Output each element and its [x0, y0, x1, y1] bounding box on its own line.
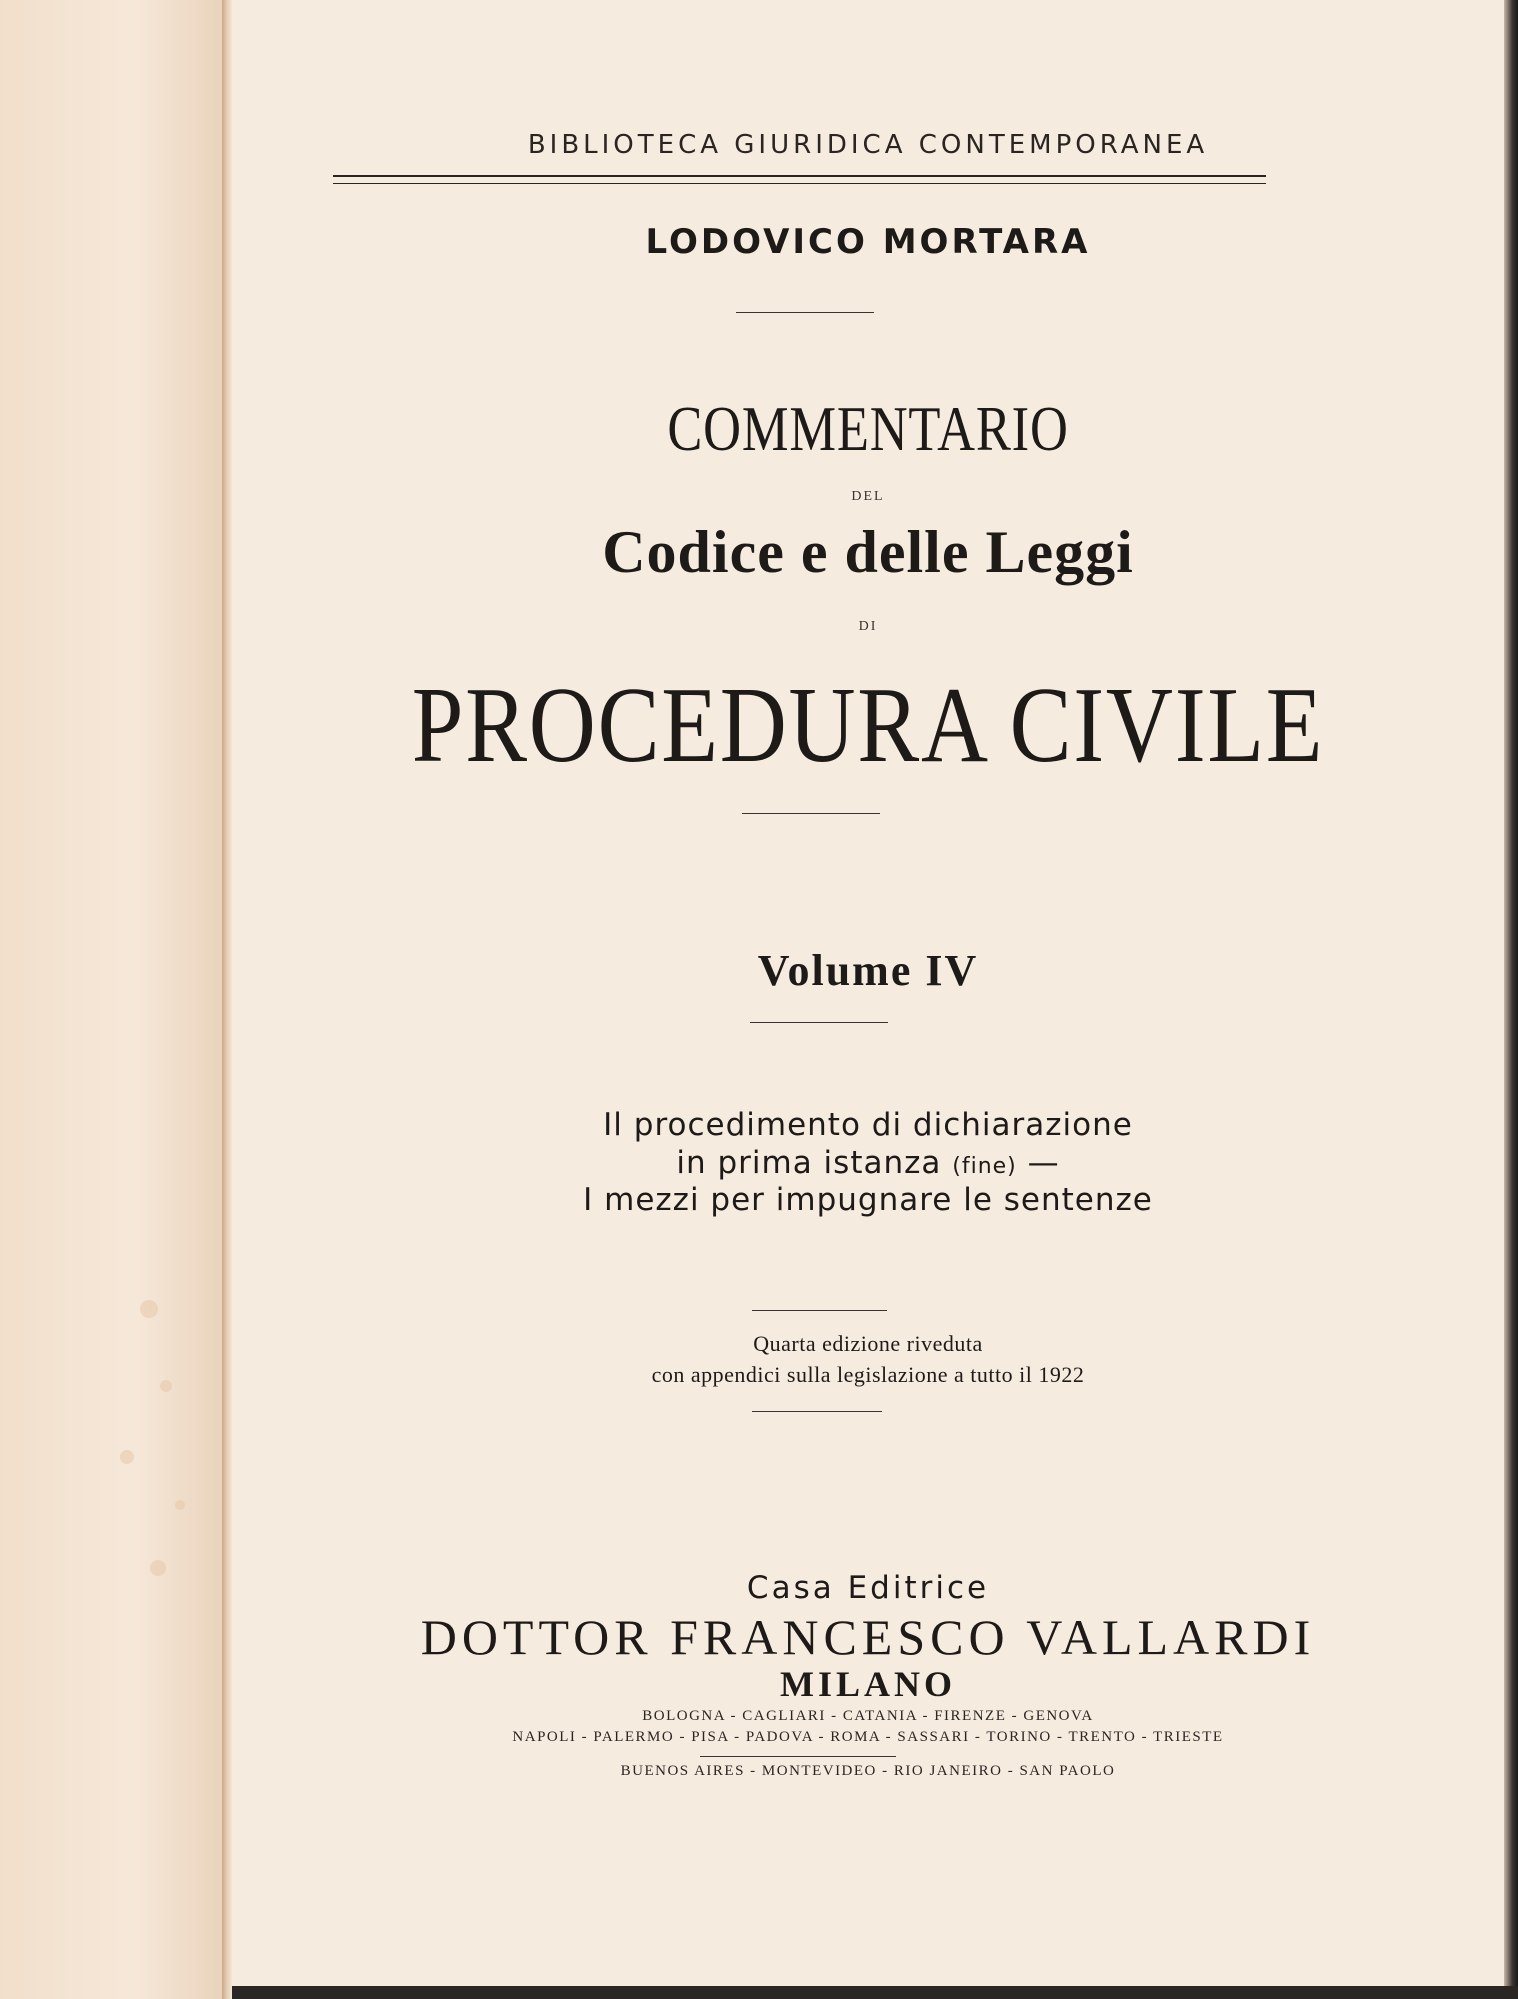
publisher-casa-editrice: Casa Editrice: [746, 1570, 990, 1606]
subtitle-line-3: I mezzi per impugnare le sentenze: [583, 1182, 1153, 1218]
paper-stain: [120, 1450, 134, 1464]
divider-rule: [742, 813, 880, 814]
divider-rule: [752, 1310, 887, 1311]
left-page: [0, 0, 226, 1999]
title-procedura-civile: PROCEDURA CIVILE: [411, 666, 1325, 785]
paper-stain: [160, 1380, 172, 1392]
title-di: DI: [858, 619, 878, 634]
author-name: LODOVICO MORTARA: [645, 222, 1091, 262]
title-del: DEL: [851, 489, 885, 504]
publisher-city: MILANO: [780, 1664, 956, 1704]
double-rule: [333, 175, 1266, 184]
divider-rule: [700, 1756, 896, 1757]
title-codice: Codice e delle Leggi: [602, 519, 1134, 585]
subtitle-dash: —: [1016, 1145, 1060, 1181]
publisher-name: DOTTOR FRANCESCO VALLARDI: [420, 1609, 1316, 1665]
branch-cities-line-3: BUENOS AIRES - MONTEVIDEO - RIO JANEIRO - SAN PAOLO: [620, 1763, 1116, 1779]
subtitle-line-2-text: in prima istanza: [676, 1145, 953, 1181]
page-edge: [1504, 0, 1518, 1999]
series-title: BIBLIOTECA GIURIDICA CONTEMPORANEA: [527, 130, 1209, 160]
paper-stain: [150, 1560, 166, 1576]
book-spine: [222, 0, 232, 1999]
divider-rule: [750, 1022, 888, 1023]
subtitle-line-2: [232, 1145, 1504, 1181]
branch-cities-line-2: NAPOLI - PALERMO - PISA - PADOVA - ROMA - SASSARI - TORINO - TRENTO - TRIESTE: [512, 1729, 1224, 1745]
title-commentario: COMMENTARIO: [667, 393, 1069, 464]
edition-line-2: con appendici sulla legislazione a tutto il 1922: [651, 1362, 1085, 1387]
page-bottom-edge: [232, 1986, 1518, 1999]
paper-stain: [175, 1500, 185, 1510]
edition-line-1: Quarta edizione riveduta: [753, 1331, 983, 1356]
subtitle-line-1: Il procedimento di dichiarazione: [603, 1107, 1133, 1143]
divider-rule: [736, 312, 874, 313]
paper-stain: [140, 1300, 158, 1318]
subtitle-fine: (fine): [952, 1154, 1017, 1179]
volume-number: Volume IV: [757, 946, 979, 995]
divider-rule: [752, 1411, 882, 1412]
branch-cities-line-1: BOLOGNA - CAGLIARI - CATANIA - FIRENZE - GENOVA: [642, 1708, 1094, 1724]
